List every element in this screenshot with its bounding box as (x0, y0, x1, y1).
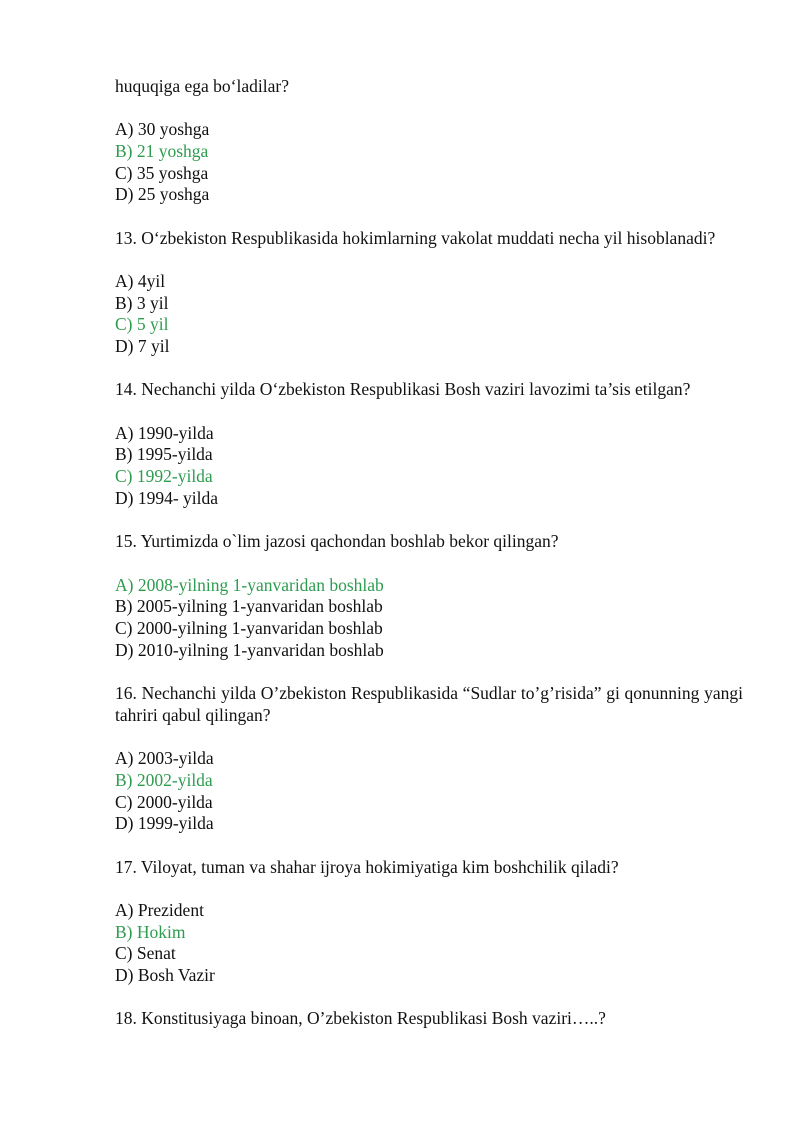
answer-option: C) 2000-yilning 1-yanvaridan boshlab (115, 617, 383, 638)
question-text: 18. Konstitusiyaga binoan, O’zbekiston Respublikasi Bosh vaziri…..? (115, 1008, 606, 1029)
answer-option: D) 1994- yilda (115, 487, 219, 508)
answer-option: A) 30 yoshga (115, 119, 210, 140)
intro-line: huquqiga ega bo‘ladilar? (115, 76, 289, 96)
spacer (115, 878, 743, 900)
answer-option-correct: B) 2002-yilda (115, 769, 213, 790)
answer-option: C) 35 yoshga (115, 162, 209, 183)
answer-option: C) Senat (115, 943, 176, 964)
answer-options (115, 423, 743, 510)
question-list (115, 206, 743, 1030)
answer-options (115, 575, 743, 662)
question-text: 16. Nechanchi yilda O’zbekiston Respublikasida “Sudlar to’g’risida” gi qonunning yangi tahriri qabul qilingan? (115, 682, 743, 725)
answer-option: D) 2010-yilning 1-yanvaridan boshlab (115, 639, 384, 660)
answer-option: A) Prezident (115, 899, 204, 920)
answer-option: B) 2005-yilning 1-yanvaridan boshlab (115, 596, 383, 617)
answer-options (115, 271, 743, 358)
answer-option: B) 3 yil (115, 292, 169, 313)
spacer (115, 249, 743, 271)
question-text: 13. O‘zbekiston Respublikasida hokimlarning vakolat muddati necha yil hisoblanadi? (115, 227, 716, 248)
spacer (115, 358, 743, 380)
intro-options (115, 119, 743, 206)
spacer (115, 98, 743, 120)
answer-option: C) 2000-yilda (115, 791, 213, 812)
question-text: 15. Yurtimizda o`lim jazosi qachondan boshlab bekor qilingan? (115, 531, 559, 552)
answer-option-correct: C) 1992-yilda (115, 466, 213, 487)
answer-option: D) 1999-yilda (115, 813, 214, 834)
spacer (115, 510, 743, 532)
answer-option: B) 1995-yilda (115, 444, 213, 465)
answer-option-correct: B) Hokim (115, 921, 186, 942)
question-text: 14. Nechanchi yilda O‘zbekiston Respublikasi Bosh vaziri lavozimi ta’sis etilgan? (115, 379, 691, 400)
spacer (115, 206, 743, 228)
spacer (115, 835, 743, 857)
answer-option-correct: A) 2008-yilning 1-yanvaridan boshlab (115, 574, 384, 595)
spacer (115, 727, 743, 749)
spacer (115, 987, 743, 1009)
spacer (115, 401, 743, 423)
answer-option: D) Bosh Vazir (115, 965, 215, 986)
answer-option-correct: B) 21 yoshga (115, 140, 209, 161)
spacer (115, 661, 743, 683)
answer-option: A) 2003-yilda (115, 748, 214, 769)
answer-options (115, 748, 743, 835)
spacer (115, 553, 743, 575)
document-page (115, 76, 743, 1030)
answer-options (115, 900, 743, 987)
answer-option: A) 4yil (115, 270, 166, 291)
answer-option-correct: C) 5 yil (115, 314, 169, 335)
question-text: 17. Viloyat, tuman va shahar ijroya hokimiyatiga kim boshchilik qiladi? (115, 856, 619, 877)
answer-option: D) 25 yoshga (115, 184, 210, 205)
answer-option: D) 7 yil (115, 336, 170, 357)
answer-option: A) 1990-yilda (115, 422, 214, 443)
